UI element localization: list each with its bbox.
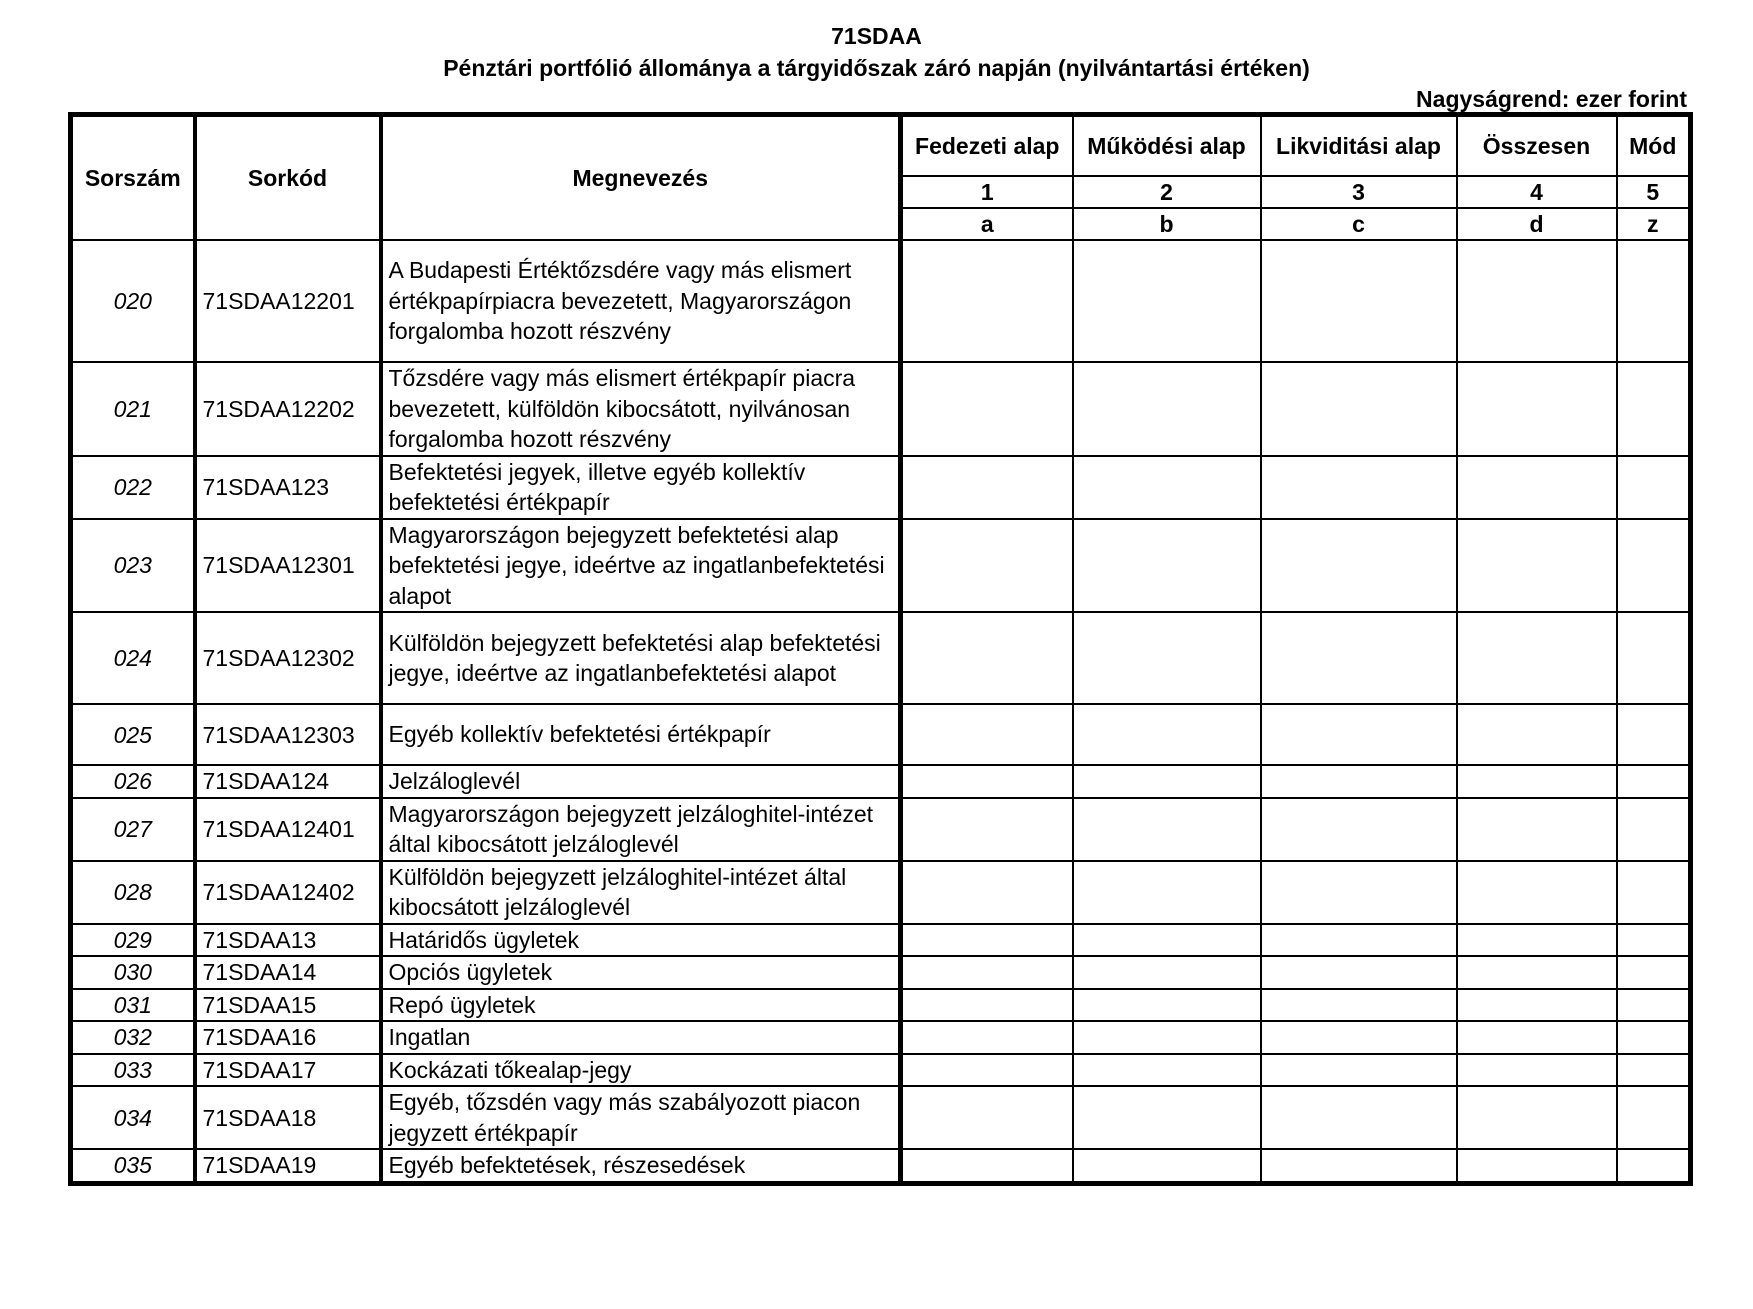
cell-likviditasi-alap[interactable] [1261, 240, 1457, 362]
row-megnevezes: Jelzáloglevél [381, 765, 901, 798]
cell-fedezeti-alap[interactable] [901, 924, 1073, 957]
row-sorkod: 71SDAA12302 [195, 612, 381, 704]
cell-fedezeti-alap[interactable] [901, 765, 1073, 798]
cell-mukodesi-alap[interactable] [1073, 1021, 1261, 1054]
row-sorkod: 71SDAA15 [195, 989, 381, 1022]
cell-mod[interactable] [1617, 989, 1691, 1022]
cell-osszesen[interactable] [1457, 704, 1617, 765]
row-megnevezes: Repó ügyletek [381, 989, 901, 1022]
report-code: 71SDAA [831, 23, 922, 49]
row-sorszam: 026 [71, 765, 195, 798]
row-sorszam: 028 [71, 861, 195, 924]
cell-mod[interactable] [1617, 765, 1691, 798]
cell-mukodesi-alap[interactable] [1073, 1149, 1261, 1183]
cell-mukodesi-alap[interactable] [1073, 1086, 1261, 1149]
header-letter-z: z [1617, 208, 1691, 240]
table-row [71, 861, 1691, 924]
cell-mod[interactable] [1617, 1086, 1691, 1149]
row-megnevezes: A Budapesti Értéktőzsdére vagy más elismert értékpapírpiacra bevezetett, Magyarországon forgalomba hozott részvény [381, 240, 901, 362]
cell-mukodesi-alap[interactable] [1073, 924, 1261, 957]
table-body [71, 240, 1691, 1183]
cell-likviditasi-alap[interactable] [1261, 1086, 1457, 1149]
row-megnevezes: Befektetési jegyek, illetve egyéb kollektív befektetési értékpapír [381, 456, 901, 519]
cell-mukodesi-alap[interactable] [1073, 956, 1261, 989]
cell-mod[interactable] [1617, 798, 1691, 861]
row-sorszam: 033 [71, 1054, 195, 1087]
cell-mod[interactable] [1617, 924, 1691, 957]
cell-mod[interactable] [1617, 1021, 1691, 1054]
cell-osszesen[interactable] [1457, 612, 1617, 704]
row-sorszam: 023 [71, 519, 195, 613]
cell-likviditasi-alap[interactable] [1261, 1021, 1457, 1054]
cell-fedezeti-alap[interactable] [901, 240, 1073, 362]
cell-osszesen[interactable] [1457, 798, 1617, 861]
row-megnevezes: Magyarországon bejegyzett jelzáloghitel-intézet által kibocsátott jelzáloglevél [381, 798, 901, 861]
row-sorszam: 024 [71, 612, 195, 704]
table-row [71, 989, 1691, 1022]
row-sorszam: 022 [71, 456, 195, 519]
report-title: Pénztári portfólió állománya a tárgyidőszak záró napján (nyilvántartási értéken) [443, 55, 1310, 81]
cell-osszesen[interactable] [1457, 861, 1617, 924]
cell-mukodesi-alap[interactable] [1073, 798, 1261, 861]
cell-osszesen[interactable] [1457, 240, 1617, 362]
row-megnevezes: Határidős ügyletek [381, 924, 901, 957]
cell-likviditasi-alap[interactable] [1261, 798, 1457, 861]
header-fedezeti-alap: Fedezeti alap [901, 115, 1073, 177]
header-letter-b: b [1073, 208, 1261, 240]
cell-fedezeti-alap[interactable] [901, 704, 1073, 765]
table-row [71, 924, 1691, 957]
cell-mod[interactable] [1617, 362, 1691, 456]
row-sorkod: 71SDAA13 [195, 924, 381, 957]
cell-fedezeti-alap[interactable] [901, 798, 1073, 861]
cell-fedezeti-alap[interactable] [901, 362, 1073, 456]
cell-likviditasi-alap[interactable] [1261, 956, 1457, 989]
cell-fedezeti-alap[interactable] [901, 456, 1073, 519]
cell-mukodesi-alap[interactable] [1073, 612, 1261, 704]
cell-mukodesi-alap[interactable] [1073, 456, 1261, 519]
cell-likviditasi-alap[interactable] [1261, 861, 1457, 924]
header-letter-c: c [1261, 208, 1457, 240]
cell-mukodesi-alap[interactable] [1073, 362, 1261, 456]
header-num-5: 5 [1617, 176, 1691, 208]
table-row [71, 612, 1691, 704]
table-row [71, 1149, 1691, 1183]
cell-osszesen[interactable] [1457, 362, 1617, 456]
table-row [71, 704, 1691, 765]
row-sorkod: 71SDAA17 [195, 1054, 381, 1087]
header-num-2: 2 [1073, 176, 1261, 208]
row-megnevezes: Egyéb, tőzsdén vagy más szabályozott piacon jegyzett értékpapír [381, 1086, 901, 1149]
table-row [71, 798, 1691, 861]
table-row [71, 956, 1691, 989]
cell-osszesen[interactable] [1457, 1149, 1617, 1183]
header-sorszam: Sorszám [71, 115, 195, 241]
row-megnevezes: Ingatlan [381, 1021, 901, 1054]
row-megnevezes: Külföldön bejegyzett befektetési alap befektetési jegye, ideértve az ingatlanbefektetési alapot [381, 612, 901, 704]
table-row [71, 1054, 1691, 1087]
cell-likviditasi-alap[interactable] [1261, 1149, 1457, 1183]
cell-mod[interactable] [1617, 612, 1691, 704]
cell-fedezeti-alap[interactable] [901, 612, 1073, 704]
row-sorszam: 025 [71, 704, 195, 765]
cell-fedezeti-alap[interactable] [901, 1086, 1073, 1149]
cell-osszesen[interactable] [1457, 1054, 1617, 1087]
portfolio-table [68, 112, 1693, 1186]
cell-mukodesi-alap[interactable] [1073, 519, 1261, 613]
row-sorkod: 71SDAA12301 [195, 519, 381, 613]
cell-mod[interactable] [1617, 704, 1691, 765]
cell-mukodesi-alap[interactable] [1073, 861, 1261, 924]
table-row [71, 1086, 1691, 1149]
cell-likviditasi-alap[interactable] [1261, 1054, 1457, 1087]
header-num-1: 1 [901, 176, 1073, 208]
cell-mukodesi-alap[interactable] [1073, 240, 1261, 362]
cell-likviditasi-alap[interactable] [1261, 989, 1457, 1022]
cell-likviditasi-alap[interactable] [1261, 704, 1457, 765]
cell-mod[interactable] [1617, 1054, 1691, 1087]
header-sorkod: Sorkód [195, 115, 381, 241]
row-sorkod: 71SDAA19 [195, 1149, 381, 1183]
cell-osszesen[interactable] [1457, 1086, 1617, 1149]
header-letter-d: d [1457, 208, 1617, 240]
cell-mod[interactable] [1617, 861, 1691, 924]
row-sorkod: 71SDAA12402 [195, 861, 381, 924]
cell-mod[interactable] [1617, 240, 1691, 362]
row-sorszam: 027 [71, 798, 195, 861]
cell-mod[interactable] [1617, 1149, 1691, 1183]
header-likviditasi-alap: Likviditási alap [1261, 115, 1457, 177]
cell-osszesen[interactable] [1457, 924, 1617, 957]
table-row [71, 240, 1691, 362]
cell-likviditasi-alap[interactable] [1261, 362, 1457, 456]
row-sorkod: 71SDAA18 [195, 1086, 381, 1149]
row-megnevezes: Kockázati tőkealap-jegy [381, 1054, 901, 1087]
cell-fedezeti-alap[interactable] [901, 1054, 1073, 1087]
header-letter-a: a [901, 208, 1073, 240]
row-sorkod: 71SDAA12201 [195, 240, 381, 362]
table-row [71, 1021, 1691, 1054]
row-sorkod: 71SDAA123 [195, 456, 381, 519]
header-osszesen: Összesen [1457, 115, 1617, 177]
table-row [71, 456, 1691, 519]
table-row [71, 765, 1691, 798]
cell-mod[interactable] [1617, 519, 1691, 613]
cell-mukodesi-alap[interactable] [1073, 765, 1261, 798]
cell-osszesen[interactable] [1457, 519, 1617, 613]
cell-fedezeti-alap[interactable] [901, 861, 1073, 924]
row-sorszam: 021 [71, 362, 195, 456]
cell-fedezeti-alap[interactable] [901, 519, 1073, 613]
cell-mukodesi-alap[interactable] [1073, 704, 1261, 765]
cell-likviditasi-alap[interactable] [1261, 612, 1457, 704]
header-megnevezes: Megnevezés [381, 115, 901, 241]
row-megnevezes: Egyéb befektetések, részesedések [381, 1149, 901, 1183]
cell-likviditasi-alap[interactable] [1261, 924, 1457, 957]
table-row [71, 519, 1691, 613]
cell-mukodesi-alap[interactable] [1073, 1054, 1261, 1087]
row-sorszam: 034 [71, 1086, 195, 1149]
header-num-4: 4 [1457, 176, 1617, 208]
row-sorkod: 71SDAA16 [195, 1021, 381, 1054]
cell-mod[interactable] [1617, 956, 1691, 989]
cell-likviditasi-alap[interactable] [1261, 765, 1457, 798]
cell-likviditasi-alap[interactable] [1261, 456, 1457, 519]
row-sorszam: 030 [71, 956, 195, 989]
row-sorkod: 71SDAA12401 [195, 798, 381, 861]
row-sorszam: 029 [71, 924, 195, 957]
row-megnevezes: Tőzsdére vagy más elismert értékpapír piacra bevezetett, külföldön kibocsátott, nyilvánosan forgalomba hozott részvény [381, 362, 901, 456]
cell-fedezeti-alap[interactable] [901, 989, 1073, 1022]
cell-osszesen[interactable] [1457, 765, 1617, 798]
header-num-3: 3 [1261, 176, 1457, 208]
header-mukodesi-alap: Működési alap [1073, 115, 1261, 177]
table-row [71, 362, 1691, 456]
row-sorszam: 020 [71, 240, 195, 362]
cell-mod[interactable] [1617, 456, 1691, 519]
row-sorkod: 71SDAA14 [195, 956, 381, 989]
row-megnevezes: Külföldön bejegyzett jelzáloghitel-intézet által kibocsátott jelzáloglevél [381, 861, 901, 924]
cell-osszesen[interactable] [1457, 456, 1617, 519]
row-megnevezes: Opciós ügyletek [381, 956, 901, 989]
cell-fedezeti-alap[interactable] [901, 956, 1073, 989]
cell-osszesen[interactable] [1457, 1021, 1617, 1054]
row-sorszam: 035 [71, 1149, 195, 1183]
row-sorkod: 71SDAA124 [195, 765, 381, 798]
cell-mukodesi-alap[interactable] [1073, 989, 1261, 1022]
cell-fedezeti-alap[interactable] [901, 1021, 1073, 1054]
cell-fedezeti-alap[interactable] [901, 1149, 1073, 1183]
row-sorszam: 032 [71, 1021, 195, 1054]
row-sorkod: 71SDAA12303 [195, 704, 381, 765]
cell-likviditasi-alap[interactable] [1261, 519, 1457, 613]
row-sorkod: 71SDAA12202 [195, 362, 381, 456]
cell-osszesen[interactable] [1457, 956, 1617, 989]
header-mod: Mód [1617, 115, 1691, 177]
row-sorszam: 031 [71, 989, 195, 1022]
cell-osszesen[interactable] [1457, 989, 1617, 1022]
row-megnevezes: Magyarországon bejegyzett befektetési alap befektetési jegye, ideértve az ingatlanbefektetési alapot [381, 519, 901, 613]
row-megnevezes: Egyéb kollektív befektetési értékpapír [381, 704, 901, 765]
unit-label: Nagyságrend: ezer forint [1416, 86, 1687, 112]
